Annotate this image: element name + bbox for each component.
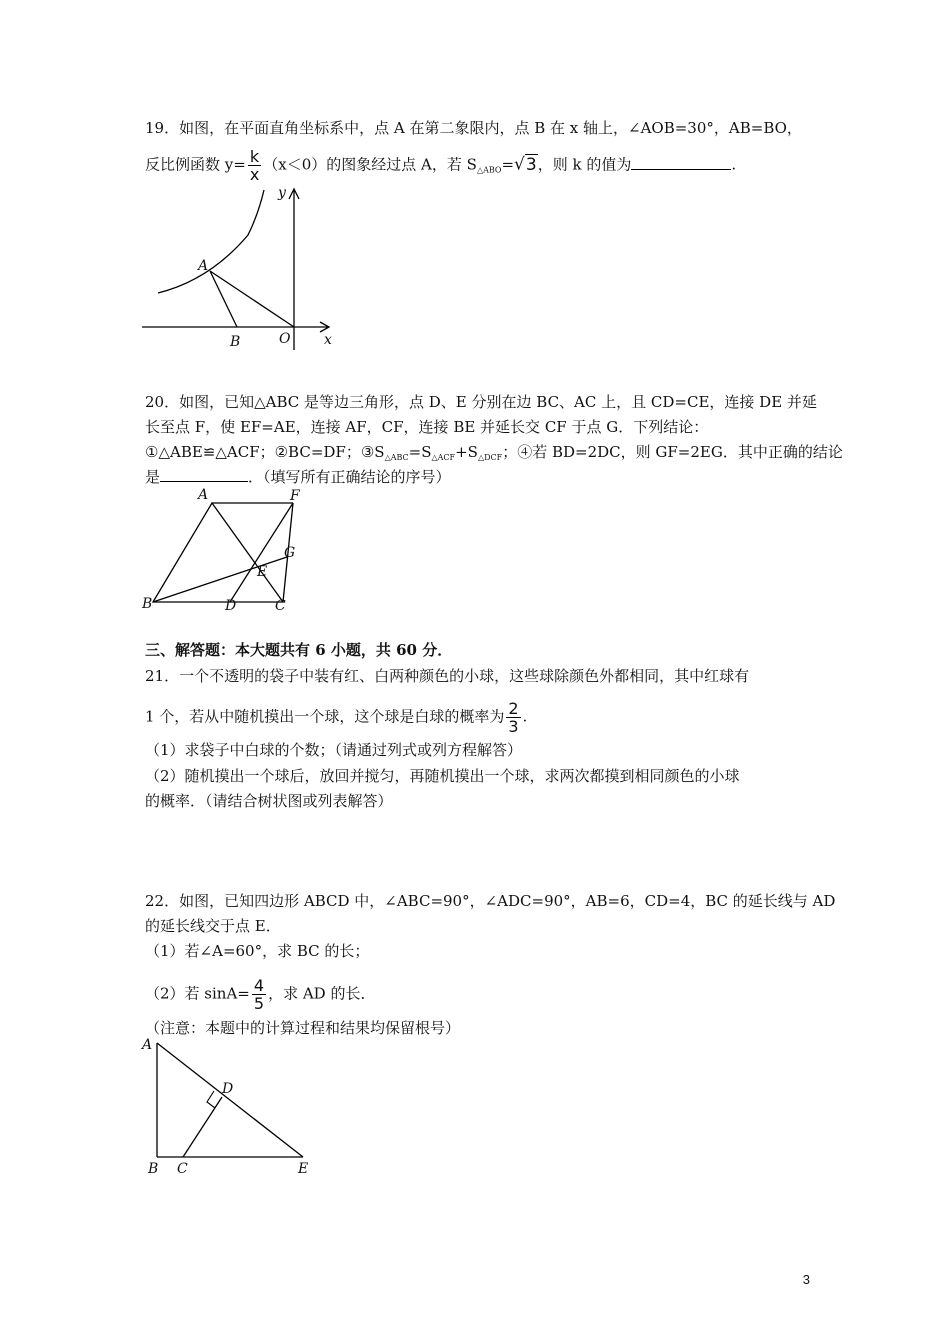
label-b: B (142, 596, 153, 612)
q20-text: ①△ABE≌△ACF；②BC=DF；③S (145, 443, 385, 461)
segment-ao (210, 271, 294, 327)
segment-ae (157, 1043, 303, 1157)
fraction-two-thirds (506, 700, 520, 735)
q19-text: 反比例函数 y= (145, 155, 246, 174)
q21-text: 1 个，若从中随机摸出一个球，这个球是白球的概率为 (145, 707, 505, 726)
label-c: C (275, 598, 286, 614)
q22-line1: 22．如图，已知四边形 ABCD 中，∠ABC=90°，∠ADC=90°，AB=6，CD=4，BC 的延长线与 AD (145, 892, 836, 910)
q20-line3 (145, 442, 843, 468)
q19-text: = (501, 155, 515, 174)
label-o: O (279, 331, 291, 347)
q22-part2 (145, 977, 375, 1012)
q21-part2-line1: （2）随机摸出一个球后，放回并搅匀，再随机摸出一个球，求两次都摸到相同颜色的小球 (145, 767, 740, 785)
q22-line2: 的延长线交于点 E． (145, 917, 281, 935)
frac-den: x (249, 165, 260, 184)
radical-sign: √ (514, 154, 525, 175)
frac-den: 3 (508, 717, 519, 736)
q19-line1: 19．如图，在平面直角坐标系中，点 A 在第二象限内，点 B 在 x 轴上，∠AOB=30°，AB=BO， (145, 119, 802, 137)
q21-part1: （1）求袋子中白球的个数；（请通过列式或列方程解答） (145, 741, 523, 759)
q19-line2 (145, 148, 736, 183)
page-number: 3 (802, 1272, 810, 1287)
answer-blank (160, 467, 248, 482)
frac-den: 5 (253, 994, 265, 1013)
label-a: A (198, 258, 209, 274)
answer-blank (631, 155, 731, 170)
label-g: G (284, 545, 296, 561)
figure-19 (140, 185, 340, 360)
section-3-heading: 三、解答题：本大题共有 6 小题，共 60 分． (145, 641, 453, 659)
q20-text: ；④若 BD=2DC，则 GF=2EG．其中正确的结论 (502, 443, 843, 461)
q22-note: （注意：本题中的计算过程和结果均保留根号） (145, 1019, 461, 1037)
label-a: A (198, 487, 209, 503)
subscript: △ABC (384, 453, 409, 462)
label-x: x (324, 332, 332, 348)
q20-text: =S (408, 443, 432, 461)
label-f: F (290, 488, 300, 504)
figure-22 (140, 1035, 330, 1180)
label-e: E (257, 564, 268, 580)
frac-num: 4 (253, 976, 265, 995)
q21-text: . (522, 707, 528, 726)
q20-line4 (145, 467, 451, 487)
subscript: △DCF (477, 453, 503, 462)
sqrt-three (514, 154, 538, 175)
fraction-four-fifths (252, 977, 266, 1012)
right-angle-mark (207, 1091, 215, 1108)
label-b: B (230, 334, 241, 350)
label-e: E (298, 1161, 309, 1177)
q20-line2: 长至点 F，使 EF=AE，连接 AF，CF，连接 BE 并延长交 CF 于点 G．下列结论： (145, 418, 709, 436)
q19-text: ，则 k 的值为 (537, 155, 632, 174)
radicand: 3 (525, 154, 537, 175)
label-d: D (225, 598, 237, 614)
q20-text: +S (455, 443, 478, 461)
q20-text: ．（填写所有正确结论的序号） (248, 468, 451, 486)
q21-line1: 21．一个不透明的袋子中装有红、白两种颜色的小球，这些球除颜色外都相同，其中红球有 (145, 667, 750, 685)
q22-part1: （1）若∠A=60°，求 BC 的长； (145, 942, 370, 960)
segment-cd (183, 1097, 222, 1157)
label-y: y (278, 185, 286, 201)
q22-text: （2）若 sinA= (145, 984, 250, 1003)
q21-part2-line2: 的概率．（请结合树状图或列表解答） (145, 792, 393, 810)
q20-line1: 20．如图，已知△ABC 是等边三角形，点 D、E 分别在边 BC、AC 上，且 CD=CE，连接 DE 并延 (145, 393, 817, 411)
q19-text: . (731, 155, 737, 174)
subscript: △ACF (431, 453, 456, 462)
triangle-abc (153, 503, 283, 602)
q22-text: ，求 AD 的长． (268, 984, 376, 1003)
label-d: D (222, 1081, 234, 1097)
q20-text: 是 (145, 468, 161, 486)
frac-num: 2 (508, 699, 519, 718)
label-b: B (148, 1161, 159, 1177)
q21-line2 (145, 700, 527, 735)
frac-num: k (248, 148, 261, 166)
q19-text: （x＜0）的图象经过点 A，若 S (263, 155, 477, 174)
label-c: C (177, 1161, 188, 1177)
hyperbola-curve (158, 190, 264, 293)
fraction-k-over-x (248, 148, 261, 183)
label-a: A (142, 1037, 153, 1053)
figure-20 (140, 485, 310, 615)
subscript: △ABO (476, 165, 502, 175)
